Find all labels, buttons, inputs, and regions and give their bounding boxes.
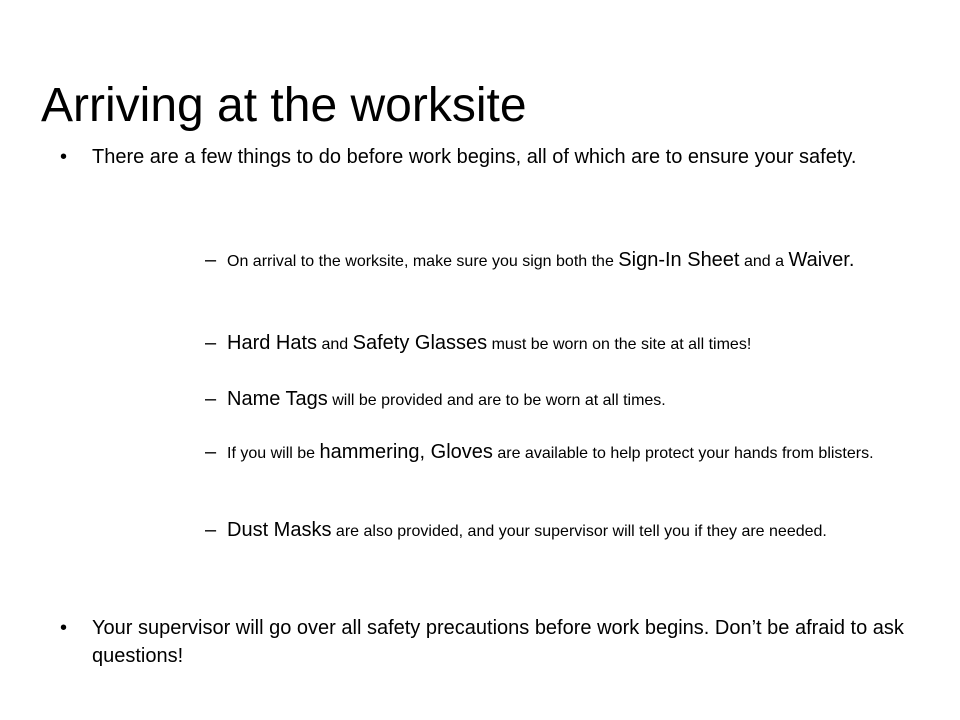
bullet-text: There are a few things to do before work begins, all of which are to ensure your safety. (92, 146, 857, 168)
dash-marker: – (205, 332, 217, 354)
bullet-text: Your supervisor will go over all safety precautions before work begins. Don’t be afraid to ask questions! (92, 617, 904, 667)
sub-bullet-text (227, 439, 905, 467)
bullet-marker: • (60, 617, 68, 639)
emphasis-text: hammering (319, 441, 420, 463)
text-run: must be worn on the site at all times! (487, 336, 752, 353)
sub-bullet-item (205, 439, 905, 467)
sub-bullet-text (227, 517, 905, 545)
text-run: On arrival to the worksite, make sure you sign both the (227, 253, 619, 270)
bullet-item (60, 143, 910, 171)
text-run: will be provided and are to be worn at all times. (327, 392, 666, 409)
text-run: and (317, 336, 353, 353)
text-run: are available to help protect your hands from blisters. (492, 445, 874, 462)
sub-bullet-text (227, 247, 905, 275)
sub-bullet-item (205, 247, 905, 275)
bullet-marker: • (60, 146, 68, 168)
emphasis-text: Dust Masks (227, 519, 332, 541)
emphasis-text: Name Tags (227, 388, 328, 410)
emphasis-text: Waiver (788, 249, 849, 271)
text-run: . (848, 249, 855, 271)
text-run: and a (739, 253, 789, 270)
sub-bullet-item (205, 330, 905, 358)
text-run: If you will be (227, 445, 320, 462)
sub-bullet-text (227, 330, 905, 358)
dash-marker: – (205, 388, 217, 410)
bullet-item (60, 614, 910, 670)
emphasis-text: Sign-In Sheet (618, 249, 740, 271)
slide-title: Arriving at the worksite (41, 79, 527, 132)
sub-bullet-item (205, 386, 905, 414)
emphasis-text: Safety Glasses (352, 332, 488, 354)
sub-bullet-item (205, 517, 905, 545)
dash-marker: – (205, 249, 217, 271)
text-run: are also provided, and your supervisor will tell you if they are needed. (331, 523, 827, 540)
emphasis-text: Gloves (430, 441, 493, 463)
sub-bullet-text (227, 386, 905, 414)
dash-marker: – (205, 519, 217, 541)
emphasis-text: Hard Hats (227, 332, 318, 354)
text-run: , (419, 441, 431, 463)
dash-marker: – (205, 441, 217, 463)
